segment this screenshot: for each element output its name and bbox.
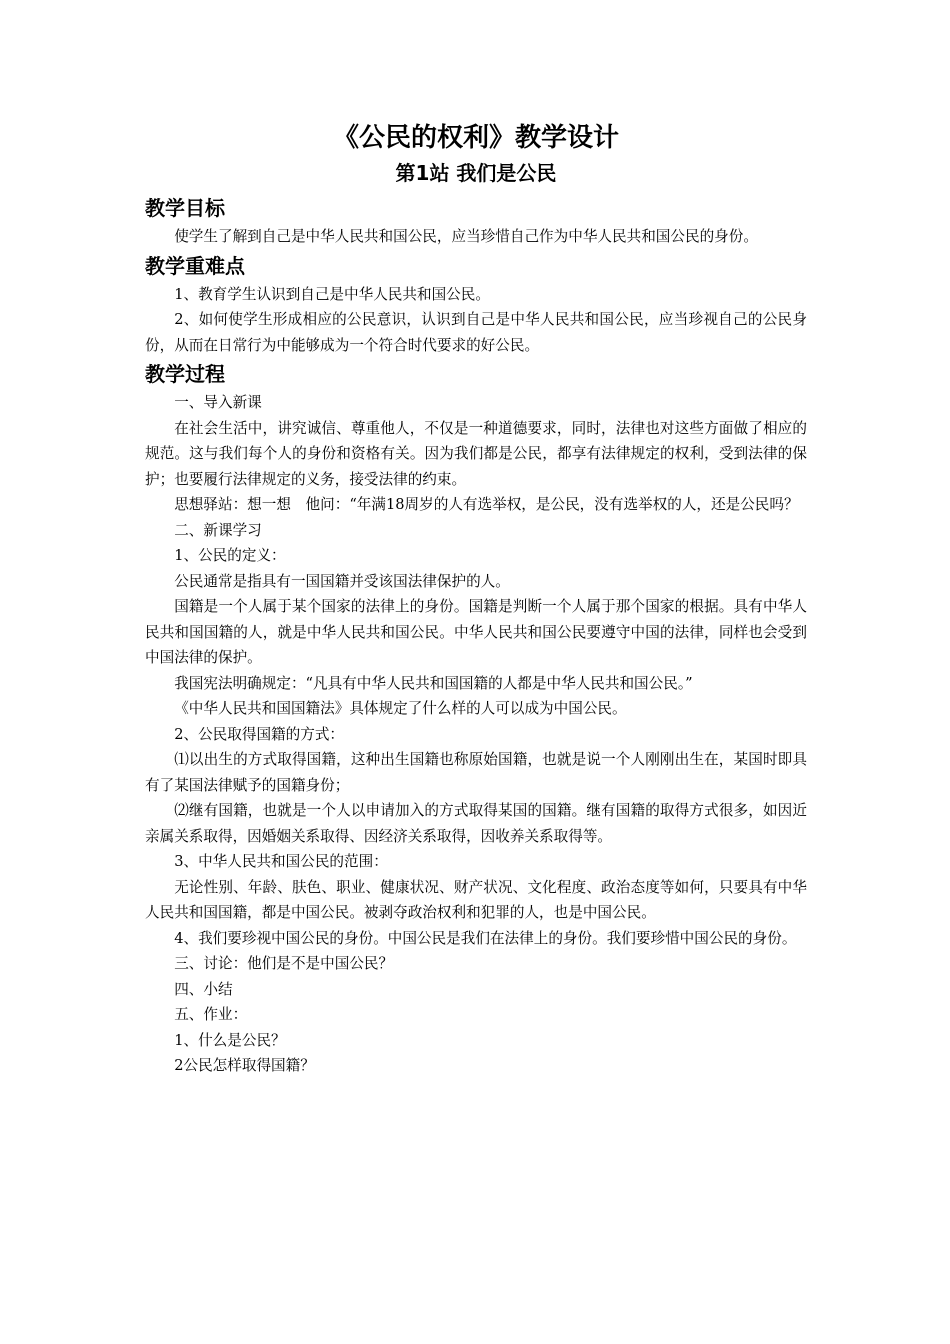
paragraph: 2、如何使学生形成相应的公民意识，认识到自己是中华人民共和国公民，应当珍视自己的公民身份，从而在日常行为中能够成为一个符合时代要求的好公民。: [145, 311, 807, 354]
paragraph: 我国宪法明确规定：“凡具有中华人民共和国国籍的人都是中华人民共和国公民。”: [174, 674, 693, 692]
paragraph: ⑴以出生的方式取得国籍，这种出生国籍也称原始国籍，也就是说一个人刚刚出生在，某国时即具有了某国法律赋予的国籍身份；: [145, 751, 807, 794]
document-subtitle: 第1站 我们是公民: [395, 161, 557, 185]
paragraph: 4、我们要珍视中国公民的身份。中国公民是我们在法律上的身份。我们要珍惜中国公民的身份。: [174, 929, 797, 947]
section-heading-goal: 教学目标: [145, 196, 225, 220]
section-heading-key: 教学重难点: [145, 253, 245, 278]
paragraph: 公民通常是指具有一国国籍并受该国法律保护的人。: [174, 572, 510, 590]
paragraph: 1、什么是公民？: [174, 1031, 286, 1049]
paragraph: 2、公民取得国籍的方式：: [174, 725, 345, 743]
paragraph: 3、中华人民共和国公民的范围：: [174, 853, 388, 870]
paragraph: 四、小结: [174, 980, 233, 998]
paragraph: ⑵继有国籍，也就是一个人以申请加入的方式取得某国的国籍。继有国籍的取得方式很多，如因近亲属关系取得，因婚姻关系取得、因经济关系取得，因收养关系取得等。: [145, 802, 807, 845]
paragraph: 国籍是一个人属于某个国家的法律上的身份。国籍是判断一个人属于那个国家的根据。具有中华人民共和国国籍的人，就是中华人民共和国公民。中华人民共和国公民要遵守中国的法律，同样也会受到中国法律的保护。: [145, 598, 807, 666]
paragraph: 五、作业：: [174, 1006, 248, 1023]
document-content: [145, 120, 807, 1079]
paragraph: 《中华人民共和国国籍法》具体规定了什么样的人可以成为中国公民。: [174, 700, 627, 717]
paragraph: 1、教育学生认识到自己是中华人民共和国公民。: [174, 285, 490, 303]
paragraph: 在社会生活中，讲究诚信、尊重他人，不仅是一种道德要求，同时，法律也对这些方面做了相应的规范。这与我们每个人的身份和资格有关。因为我们都是公民，都享有法律规定的权利，受到法律的保护；也要履行法律规定的义务，接受法律的约束。: [145, 419, 807, 488]
paragraph: 1、公民的定义：: [174, 547, 286, 564]
paragraph: 使学生了解到自己是中华人民共和国公民，应当珍惜自己作为中华人民共和国公民的身份。: [174, 228, 758, 245]
paragraph: 2公民怎样取得国籍？: [174, 1057, 315, 1074]
paragraph: 三、讨论：他们是不是中国公民？: [174, 955, 394, 972]
section-heading-process: 教学过程: [145, 362, 225, 386]
paragraph: 一、导入新课: [174, 394, 262, 411]
document-title: 《公民的权利》教学设计: [332, 123, 619, 153]
paragraph: 思想驿站：想一想 他问：“年满18周岁的人有选举权，是公民，没有选举权的人，还是公民吗？: [174, 496, 799, 513]
paragraph: 二、新课学习: [174, 521, 262, 539]
paragraph: 无论性别、年龄、肤色、职业、健康状况、财产状况、文化程度、政治态度等如何，只要具有中华人民共和国国籍，都是中国公民。被剥夺政治权利和犯罪的人，也是中国公民。: [145, 878, 807, 921]
